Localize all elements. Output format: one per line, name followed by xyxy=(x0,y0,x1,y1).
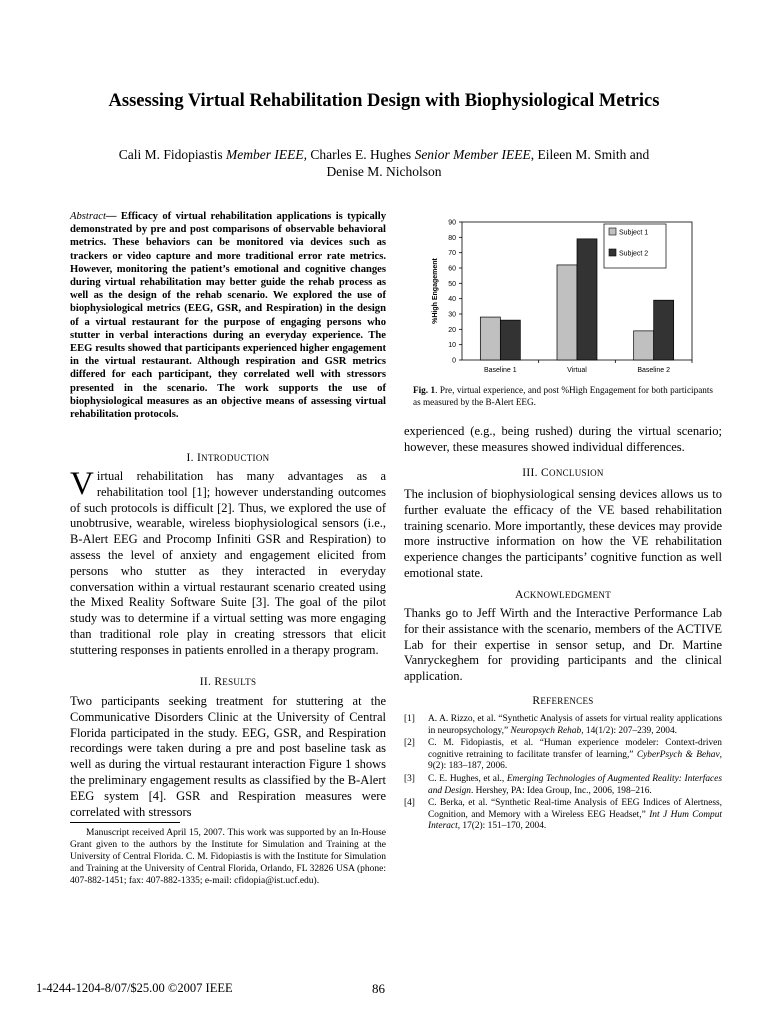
y-tick-label: 20 xyxy=(448,326,456,334)
heading-initial: R xyxy=(532,695,541,707)
figure-caption-text: . Pre, virtual experience, and post %High Engagement for both participants as measured by the B-Alert EEG. xyxy=(413,385,713,407)
heading-initial: C xyxy=(541,467,550,479)
engagement-bar-chart xyxy=(404,214,704,380)
section-number: II. xyxy=(199,676,215,688)
bar-baseline-2-series-1 xyxy=(634,331,654,360)
reference-text xyxy=(428,738,722,773)
heading-rest: EFERENCES xyxy=(540,696,594,706)
legend-entry: Subject 1 xyxy=(619,229,649,237)
y-tick-label: 10 xyxy=(448,342,456,350)
y-tick-label: 40 xyxy=(448,296,456,304)
bar-virtual-series-2 xyxy=(577,239,597,360)
legend-swatch xyxy=(609,228,616,235)
author-2-title: Senior Member IEEE xyxy=(414,147,531,162)
acknowledgment-text: Thanks go to Jeff Wirth and the Interactive Performance Lab for their assistance with the scenario, members of the ACTIVE Lab for their expertise in sensor setup, and Dr. Martine Vanryckeghem for providing participants and the clinical application. xyxy=(404,606,722,684)
abstract xyxy=(70,210,386,421)
drop-cap: V xyxy=(70,466,94,502)
reference-details: , 14(1/2): 207–239, 2004. xyxy=(581,725,678,736)
figure-label: Fig. 1 xyxy=(413,385,436,395)
y-tick-label: 80 xyxy=(448,234,456,242)
bar-baseline-2-series-2 xyxy=(654,300,674,360)
reference-item xyxy=(404,798,722,833)
author-list xyxy=(60,146,708,180)
section-heading-conclusion xyxy=(404,467,722,479)
y-tick-label: 70 xyxy=(448,250,456,258)
y-tick-label: 0 xyxy=(452,357,456,365)
legend-entry: Subject 2 xyxy=(619,250,649,258)
section-heading-results xyxy=(70,676,386,688)
abstract-label: Abstract xyxy=(70,211,106,222)
reference-number: [4] xyxy=(404,798,415,809)
x-tick-label: Baseline 2 xyxy=(637,367,671,374)
legend-swatch xyxy=(609,249,616,256)
x-tick-label: Virtual xyxy=(567,367,587,374)
reference-details: , 17(2): 151–170, 2004. xyxy=(457,821,547,832)
reference-item xyxy=(404,714,722,737)
heading-initial: R xyxy=(214,676,223,688)
reference-text xyxy=(428,774,722,797)
heading-rest: ONCLUSION xyxy=(549,468,604,478)
heading-initial: A xyxy=(515,589,524,601)
bar-baseline-1-series-1 xyxy=(480,317,500,360)
section-number: III. xyxy=(522,467,542,479)
author-line-2: Denise M. Nicholson xyxy=(326,164,442,179)
footnote: Manuscript received April 15, 2007. This work was supported by an In-House Grant given to the authors by the Institute for Simulation and Training at the University of Central Florida. C. M. Fidopiastis is with the Institute for Simulation and Training at the University of Central Florida, Orlando, FL 32826 USA (phone: 407-882-1451; fax: 407-882-1335; e-mail: cfidopia@ist.ucf.edu). xyxy=(70,828,386,886)
reference-item xyxy=(404,738,722,773)
x-tick-label: Baseline 1 xyxy=(483,367,517,374)
reference-number: [2] xyxy=(404,738,415,749)
section-number: I. xyxy=(186,452,198,464)
reference-authors-title: C. M. Fidopiastis, et al. “Human experience modeler: Context-driven cognitive retraining to facilitate transfer of learning,” xyxy=(428,738,722,760)
section-heading-acknowledgment xyxy=(404,589,722,601)
y-tick-label: 60 xyxy=(448,265,456,273)
bar-baseline-1-series-2 xyxy=(500,320,520,360)
heading-initial: I xyxy=(197,452,202,464)
reference-list xyxy=(404,714,722,834)
section-heading-references xyxy=(404,695,722,707)
reference-venue: Int J Hum Comput Interact xyxy=(428,809,722,832)
heading-rest: CKNOWLEDGMENT xyxy=(523,590,611,600)
page-number: 86 xyxy=(372,981,385,996)
paper-title: Assessing Virtual Rehabilitation Design with Biophysiological Metrics xyxy=(108,91,660,111)
reference-authors-title: C. E. Hughes, et al., xyxy=(428,773,507,784)
reference-details: , 9(2): 183–187, 2006. xyxy=(428,749,722,772)
reference-venue: Neuropsych Rehab xyxy=(510,725,582,736)
reference-number: [3] xyxy=(404,773,415,784)
conclusion-text: The inclusion of biophysiological sensing devices allows us to further evaluate the efficacy of the VE based rehabilitation training scenario. More importantly, these devices may provide more instructive information on how the VE rehabilitation experience changes the participants’ cognitive function as well emotional state. xyxy=(404,487,722,580)
reference-authors-title: C. Berka, et al. “Synthetic Real-time Analysis of EEG Indices of Alertness, Cognition, and Memory with a Wireless EEG Headset,” xyxy=(428,798,722,820)
footnote-divider xyxy=(70,822,180,823)
reference-authors-title: A. A. Rizzo, et al. “Synthetic Analysis of assets for virtual reality applications in neuropsychology,” xyxy=(428,714,722,736)
author-rest: , Eileen M. Smith and xyxy=(530,147,650,162)
heading-rest: ESULTS xyxy=(222,677,257,687)
author-2: Charles E. Hughes xyxy=(310,147,412,162)
bar-virtual-series-1 xyxy=(557,265,577,360)
results-text: Two participants seeking treatment for stuttering at the Communicative Disorders Clinic at the University of Central Florida participated in the study. EEG, GSR, and Respiration recordings were taken during a pre and post baseline task as well as during the virtual restaurant interaction Figure 1 shows the preliminary engagement results as classified by the B-Alert EEG system [4]. GSR and Respiration measures were correlated with stressors xyxy=(70,694,386,819)
y-tick-label: 30 xyxy=(448,311,456,319)
reference-venue: CyberPsych & Behav xyxy=(636,749,720,760)
introduction-body: irtual rehabilitation has many advantages as a rehabilitation tool [1]; however understanding outcomes of such protocols is difficult [2]. Thus, we explored the use of unobtrusive, wearable, wireless biophysiological sensors (i.e., B-Alert EEG and Procomp Infiniti GSR and Respiration) to assess the level of anxiety and engagement elicited from persons who stutter as they interacted in everyday conversation within a virtual restaurant scenario created using the Mixed Reality Software Suite [3]. The goal of the pilot study was to determine if a virtual setting was more engaging than traditional role play in creating stressors that elicit stuttering responses in patients enrolled in a therapy program. xyxy=(70,469,386,657)
abstract-text: — Efficacy of virtual rehabilitation applications is typically demonstrated by pre and post comparisons of observable behavioral metrics. These behaviors can be monitored via devices such as trackers or video capture and more traditional error rate metrics. However, monitoring the patient’s emotional and cognitive changes during virtual rehabilitation may better guide the rehab process as well as the design of the rehab scenario. We explored the use of biophysiological metrics (EEG, GSR, and Respiration) in the design of a virtual restaurant for the purpose of engaging persons who stutter in verbal interactions during an everyday experience. The EEG results showed that participants experienced higher engagement in the virtual restaurant. Although respiration and GSR metrics differed for each participant, they correlated well with stressors presented in the scenario. The work supports the use of biophysiological measures as an objective means of assessing virtual rehabilitation protocols. xyxy=(70,211,386,421)
copyright-line: 1-4244-1204-8/07/$25.00 ©2007 IEEE xyxy=(36,981,233,995)
reference-item xyxy=(404,774,722,797)
reference-text xyxy=(428,714,722,737)
section-heading-introduction xyxy=(70,452,386,464)
y-tick-label: 50 xyxy=(448,280,456,288)
author-1-title: Member IEEE, xyxy=(225,147,307,162)
reference-text xyxy=(428,798,722,833)
y-axis-label: %High Engagement xyxy=(432,258,439,324)
heading-rest: NTRODUCTION xyxy=(201,453,270,463)
y-tick-label: 90 xyxy=(448,219,456,227)
reference-number: [1] xyxy=(404,714,415,724)
introduction-text xyxy=(70,466,386,659)
results-text-continued: experienced (e.g., being rushed) during the virtual scenario; however, these measures showed individual differences. xyxy=(404,424,722,454)
reference-venue: Emerging Technologies of Augmented Reality: Interfaces and Design xyxy=(428,773,722,796)
reference-details: . Hershey, PA: Idea Group, Inc., 2006, 198–216. xyxy=(470,785,652,796)
author-1: Cali M. Fidopiastis xyxy=(118,147,223,162)
figure-caption xyxy=(413,385,713,408)
